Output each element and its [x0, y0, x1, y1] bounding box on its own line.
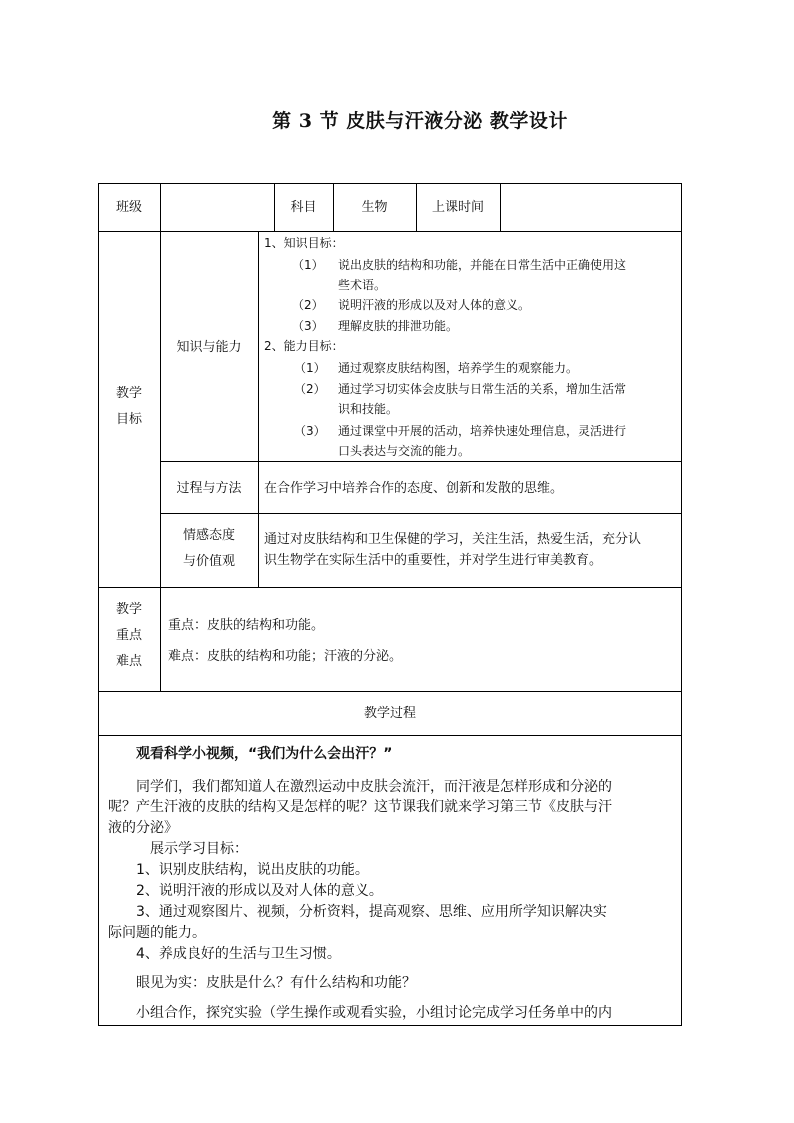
- subject-value: 生物: [361, 200, 388, 215]
- process-paragraph-line: 液的分泌》: [108, 820, 178, 836]
- knowledge-line: （3）: [292, 319, 324, 333]
- row-divider: [98, 231, 682, 232]
- page-title: 第 3 节 皮肤与汗液分泌 教学设计: [272, 110, 568, 132]
- emotion-text: [264, 529, 641, 571]
- knowledge-line: （1）: [294, 361, 326, 375]
- knowledge-line: 口头表达与交流的能力。: [338, 444, 471, 458]
- class-label: 班级: [115, 200, 142, 215]
- table-border-top: [98, 183, 682, 184]
- objectives-section-label: [98, 381, 160, 433]
- knowledge-line: 1、知识目标：: [264, 236, 344, 250]
- emotion-text-line: 通过对皮肤结构和卫生保健的学习，关注生活，热爱生活，充分认: [264, 532, 642, 547]
- process-goals-title: 展示学习目标：: [150, 841, 248, 857]
- knowledge-line: （2）: [292, 298, 324, 312]
- process-label: 过程与方法: [176, 481, 242, 496]
- emotion-text-line: 识生物学在实际生活中的重要性，并对学生进行审美教育。: [264, 553, 603, 568]
- emotion-label: [160, 523, 258, 575]
- knowledge-line: （2）: [294, 382, 326, 396]
- knowledge-line: 2、能力目标：: [264, 339, 344, 353]
- process-goal: 2、说明汗液的形成以及对人体的意义。: [136, 883, 383, 899]
- emotion-label-line: 情感态度: [182, 528, 235, 543]
- row-divider: [98, 587, 682, 588]
- difficulty: 难点：皮肤的结构和功能；汗液的分泌。: [168, 649, 403, 664]
- knowledge-line: 识和技能。: [338, 402, 399, 416]
- knowledge-line: 通过观察皮肤结构图，培养学生的观察能力。: [338, 361, 579, 375]
- knowledge-line: 通过课堂中开展的活动，培养快速处理信息，灵活进行: [338, 424, 627, 438]
- process-heading: 观看科学小视频，“我们为什么会出汗？”: [136, 746, 393, 762]
- table-border-bottom: [98, 1025, 682, 1026]
- process-group-work: 小组合作，探究实验（学生操作或观看实验，小组讨论完成学习任务单中的内: [136, 1005, 612, 1021]
- process-paragraph-line: 呢？产生汗液的皮肤的结构又是怎样的呢？这节课我们就来学习第三节《皮肤与汗: [108, 799, 612, 815]
- col-divider: [500, 183, 501, 231]
- knowledge-line: 说出皮肤的结构和功能，并能在日常生活中正确使用这: [338, 258, 627, 272]
- focus-label-line: 重点: [115, 628, 142, 643]
- subject-label: 科目: [290, 200, 317, 215]
- process-goal: 际问题的能力。: [108, 925, 206, 941]
- key-point: 重点：皮肤的结构和功能。: [168, 618, 325, 633]
- time-label: 上课时间: [431, 200, 484, 215]
- process-goal: 4、养成良好的生活与卫生习惯。: [136, 946, 341, 962]
- focus-label-line: 教学: [115, 602, 142, 617]
- row-divider: [98, 691, 682, 692]
- focus-label-line: 难点: [115, 654, 142, 669]
- knowledge-line: （1）: [292, 258, 324, 272]
- process-question: 眼见为实：皮肤是什么？有什么结构和功能？: [136, 975, 416, 991]
- knowledge-line: 些术语。: [338, 278, 387, 292]
- process-goal: 3、通过观察图片、视频，分析资料，提高观察、思维、应用所学知识解决实: [136, 904, 607, 920]
- knowledge-line: 说明汗液的形成以及对人体的意义。: [338, 298, 531, 312]
- objectives-label-line: 目标: [115, 412, 142, 427]
- process-paragraph-line: 同学们，我们都知道人在激烈运动中皮肤会流汗，而汗液是怎样形成和分泌的: [136, 779, 612, 795]
- knowledge-line: 理解皮肤的排泄功能。: [338, 319, 459, 333]
- objectives-label-line: 教学: [115, 386, 142, 401]
- focus-section-label: [98, 597, 160, 675]
- knowledge-line: （3）: [294, 424, 326, 438]
- row-divider: [160, 513, 682, 514]
- emotion-label-line: 与价值观: [182, 554, 235, 569]
- process-goal: 1、识别皮肤结构，说出皮肤的功能。: [136, 862, 369, 878]
- knowledge-label: 知识与能力: [176, 340, 242, 355]
- table-border-right: [681, 183, 682, 1026]
- process-text: 在合作学习中培养合作的态度、创新和发散的思维。: [264, 481, 564, 496]
- row-divider: [98, 735, 682, 736]
- knowledge-line: 通过学习切实体会皮肤与日常生活的关系，增加生活常: [338, 382, 627, 396]
- lesson-plan-table: [98, 183, 682, 1025]
- process-header: 教学过程: [363, 706, 416, 721]
- col-divider: [160, 587, 161, 691]
- col-divider: [258, 231, 259, 587]
